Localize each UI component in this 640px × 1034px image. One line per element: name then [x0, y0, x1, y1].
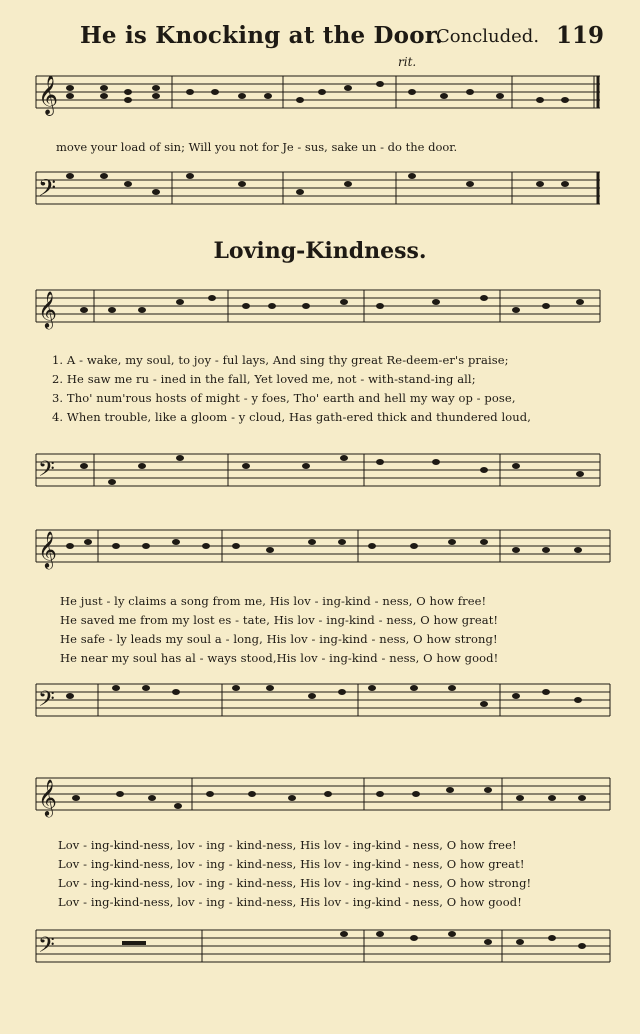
refrain-b-line-2: Lov - ing-kind-ness, lov - ing - kind-ness, His lov - ing-kind - ness, O how great! — [58, 857, 525, 871]
svg-text:𝄢: 𝄢 — [38, 933, 55, 963]
svg-text:𝄢: 𝄢 — [38, 687, 55, 717]
system-2-bass-staff — [0, 446, 640, 506]
page-number: 119 — [556, 22, 605, 49]
verse-3-line: 3. Tho' num'rous hosts of might - y foes, Tho' earth and hell my way op - pose, — [52, 391, 516, 405]
refrain-a-line-2: He saved me from my lost es - tate, His lov - ing-kind - ness, O how great! — [60, 613, 499, 627]
system-4-bass-staff — [0, 922, 640, 982]
refrain-b-line-4: Lov - ing-kind-ness, lov - ing - kind-ness, His lov - ing-kind - ness, O how good! — [58, 895, 522, 909]
system-1-treble-staff — [0, 66, 640, 136]
svg-text:𝄢: 𝄢 — [38, 457, 55, 487]
refrain-a-line-4: He near my soul has al - ways stood,His lov - ing-kind - ness, O how good! — [60, 651, 499, 665]
refrain-a-line-1: He just - ly claims a song from me, His lov - ing-kind - ness, O how free! — [60, 594, 487, 608]
ritardando-mark: rit. — [398, 55, 417, 69]
svg-text:𝄞: 𝄞 — [38, 75, 59, 115]
verse-2-line: 2. He saw me ru - ined in the fall, Yet loved me, not - with-stand-ing all; — [52, 372, 476, 386]
system-3-bass-staff — [0, 676, 640, 736]
refrain-b-line-1: Lov - ing-kind-ness, lov - ing - kind-ness, His lov - ing-kind - ness, O how free! — [58, 838, 517, 852]
verse-4-line: 4. When trouble, like a gloom - y cloud, Has gath-ered thick and thundered loud, — [52, 410, 531, 424]
svg-text:𝄞: 𝄞 — [38, 290, 57, 328]
svg-text:𝄞: 𝄞 — [38, 778, 57, 816]
system-2-treble-staff — [0, 282, 640, 342]
svg-text:𝄢: 𝄢 — [38, 174, 57, 207]
page-header — [0, 22, 640, 56]
refrain-b-line-3: Lov - ing-kind-ness, lov - ing - kind-ness, His lov - ing-kind - ness, O how strong! — [58, 876, 532, 890]
system-3-treble-staff — [0, 522, 640, 582]
refrain-a-line-3: He safe - ly leads my soul a - long, His lov - ing-kind - ness, O how strong! — [60, 632, 498, 646]
verse-1-line: 1. A - wake, my soul, to joy - ful lays, And sing thy great Re-deem-er's praise; — [52, 353, 509, 367]
svg-text:𝄞: 𝄞 — [38, 530, 57, 568]
hymn-title-continued: He is Knocking at the Door. — [80, 22, 444, 49]
song-title: Loving-Kindness. — [213, 238, 427, 264]
system-4-treble-staff — [0, 770, 640, 830]
section1-lyric-line: move your load of sin; Will you not for Je - sus, sake un - do the door. — [56, 140, 458, 154]
system-1-bass-staff — [0, 164, 640, 224]
concluded-label: Concluded. — [436, 26, 540, 47]
